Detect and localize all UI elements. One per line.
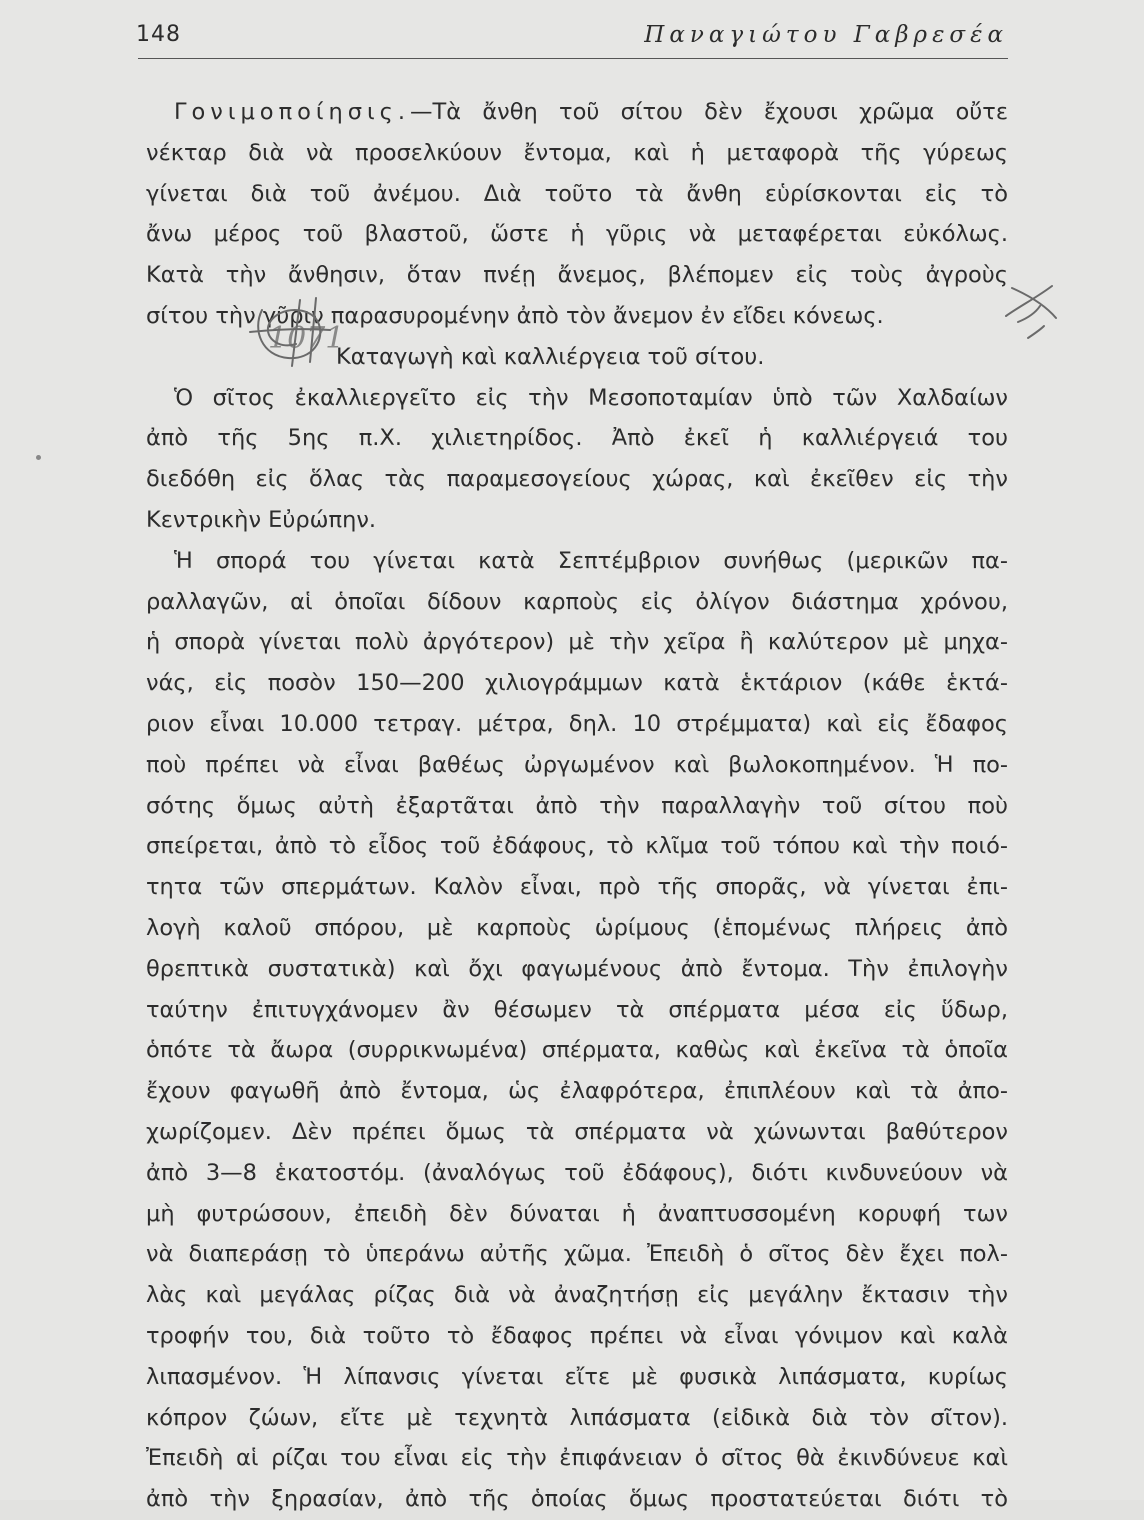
running-title: Παναγιώτου Γαβρεσέα — [644, 22, 1008, 48]
text-line: τητα τῶν σπερμάτων. Καλὸν εἶναι, πρὸ τῆς σπορᾶς, νὰ γίνεται ἐπι- — [146, 874, 1008, 901]
text-line: ποὺ πρέπει νὰ εἶναι βαθέως ὠργωμένον καὶ βωλοκοπημένον. Ἡ πο- — [146, 751, 1008, 778]
text-line: ἀπὸ τὴν ξηρασίαν, ἀπὸ τῆς ὁποίας ὅμως προστατεύεται διότι τὸ — [146, 1486, 1008, 1513]
text-line: ραλλαγῶν, αἱ ὁποῖαι δίδουν καρποὺς εἰς ὀλίγον διάστημα χρόνου, — [146, 588, 1008, 615]
text-line: ριον εἶναι 10.000 τετραγ. μέτρα, δηλ. 10 στρέμματα) καὶ εἰς ἔδαφος — [146, 710, 1008, 737]
text-line: μὴ φυτρώσουν, ἐπειδὴ δὲν δύναται ἡ ἀναπτυσσομένη κορυφή των — [146, 1200, 1008, 1227]
handwritten-note: 1071 — [268, 321, 345, 356]
text-line: ὁπότε τὰ ἄωρα (συρρικνωμένα) σπέρματα, καθὼς καὶ ἐκεῖνα τὰ ὁποῖα — [146, 1037, 1008, 1064]
margin-speck — [36, 455, 41, 460]
margin-cross-mark — [1006, 286, 1056, 322]
text-line: τροφήν του, διὰ τοῦτο τὸ ἔδαφος πρέπει νὰ εἶναι γόνιμον καὶ καλὰ — [146, 1322, 1008, 1349]
text-line: λιπασμένον. Ἡ λίπανσις γίνεται εἴτε μὲ φυσικὰ λιπάσματα, κυρίως — [146, 1363, 1008, 1390]
text-line: χωρίζομεν. Δὲν πρέπει ὅμως τὰ σπέρματα νὰ χώνωνται βαθύτερον — [146, 1118, 1008, 1145]
text-line: ἀπὸ 3—8 ἑκατοστόμ. (ἀναλόγως τοῦ ἐδάφους), διότι κινδυνεύουν νὰ — [146, 1159, 1008, 1186]
text-line: λὰς καὶ μεγάλας ρίζας διὰ νὰ ἀναζητήσῃ εἰς μεγάλην ἔκτασιν τὴν — [146, 1282, 1008, 1309]
text-line: Κεντρικὴν Εὐρώπην. — [146, 506, 377, 533]
text-line: γίνεται διὰ τοῦ ἀνέμου. Διὰ τοῦτο τὰ ἄνθη εὑρίσκονται εἰς τὸ — [146, 180, 1008, 207]
text-line: διεδόθη εἰς ὅλας τὰς παραμεσογείους χώρας, καὶ ἐκεῖθεν εἰς τὴν — [146, 466, 1008, 493]
text-line: ἔχουν φαγωθῆ ἀπὸ ἔντομα, ὡς ἐλαφρότερα, ἐπιπλέουν καὶ τὰ ἀπο- — [146, 1078, 1008, 1105]
text-line: Ἐπειδὴ αἱ ρίζαι του εἶναι εἰς τὴν ἐπιφάνειαν ὁ σῖτος θὰ ἐκινδύνευε καὶ — [146, 1445, 1008, 1472]
text-line: ταύτην ἐπιτυγχάνομεν ἂν θέσωμεν τὰ σπέρματα μέσα εἰς ὕδωρ, — [146, 996, 1008, 1023]
text-line: σίτου τὴν γῦριν παρασυρομένην ἀπὸ τὸν ἄνεμον ἐν εἴδει κόνεως. — [146, 302, 884, 329]
text-line: ἄνω μέρος τοῦ βλαστοῦ, ὥστε ἡ γῦρις νὰ μεταφέρεται εὐκόλως. — [146, 221, 1008, 248]
text-line: νάς, εἰς ποσὸν 150—200 χιλιογράμμων κατὰ ἑκτάριον (κάθε ἑκτά- — [146, 670, 1008, 697]
text-line: νέκταρ διὰ νὰ προσελκύουν ἔντομα, καὶ ἡ μεταφορὰ τῆς γύρεως — [146, 139, 1008, 166]
text-line: ἀπὸ τῆς 5ης π.Χ. χιλιετηρίδος. Ἀπὸ ἐκεῖ ἡ καλλιέργειά του — [146, 425, 1008, 452]
text-line: Γονιμοποίησις.—Τὰ ἄνθη τοῦ σίτου δὲν ἔχουσι χρῶμα οὔτε — [174, 99, 1008, 125]
text-line: σότης ὅμως αὐτὴ ἐξαρτᾶται ἀπὸ τὴν παραλλαγὴν τοῦ σίτου ποὺ — [146, 792, 1008, 819]
text-line: Κατὰ τὴν ἄνθησιν, ὅταν πνέῃ ἄνεμος, βλέπομεν εἰς τοὺς ἀγροὺς — [146, 262, 1008, 289]
margin-tick-mark — [1028, 326, 1044, 338]
section-heading: Καταγωγὴ καὶ καλλιέργεια τοῦ σίτου. — [336, 343, 765, 370]
page-number: 148 — [136, 22, 181, 47]
header-rule — [138, 58, 1008, 59]
text-line: λογὴ καλοῦ σπόρου, μὲ καρποὺς ὡρίμους (ἑπομένως πλήρεις ἀπὸ — [146, 914, 1008, 941]
body-text — [146, 92, 1008, 1520]
text-line: Ὁ σῖτος ἐκαλλιεργεῖτο εἰς τὴν Μεσοποταμίαν ὑπὸ τῶν Χαλδαίων — [174, 384, 1008, 411]
text-line: σπείρεται, ἀπὸ τὸ εἶδος τοῦ ἐδάφους, τὸ κλῖμα τοῦ τόπου καὶ τὴν ποιό- — [146, 833, 1008, 860]
text-line: Ἡ σπορά του γίνεται κατὰ Σεπτέμβριον συνήθως (μερικῶν πα- — [174, 547, 1008, 574]
text-line: κόπρον ζώων, εἴτε μὲ τεχνητὰ λιπάσματα (εἰδικὰ διὰ τὸν σῖτον). — [146, 1404, 1008, 1431]
text-line: νὰ διαπεράσῃ τὸ ὑπεράνω αὐτῆς χῶμα. Ἐπειδὴ ὁ σῖτος δὲν ἔχει πολ- — [146, 1241, 1008, 1268]
text-line: θρεπτικὰ συστατικὰ) καὶ ὄχι φαγωμένους ἀπὸ ἔντομα. Τὴν ἐπιλογὴν — [146, 955, 1008, 982]
text-line: ἡ σπορὰ γίνεται πολὺ ἀργότερον) μὲ τὴν χεῖρα ἢ καλύτερον μὲ μηχα- — [146, 629, 1008, 656]
page-header — [136, 22, 1008, 52]
section-lead: Γονιμοποίησις. — [174, 99, 410, 125]
